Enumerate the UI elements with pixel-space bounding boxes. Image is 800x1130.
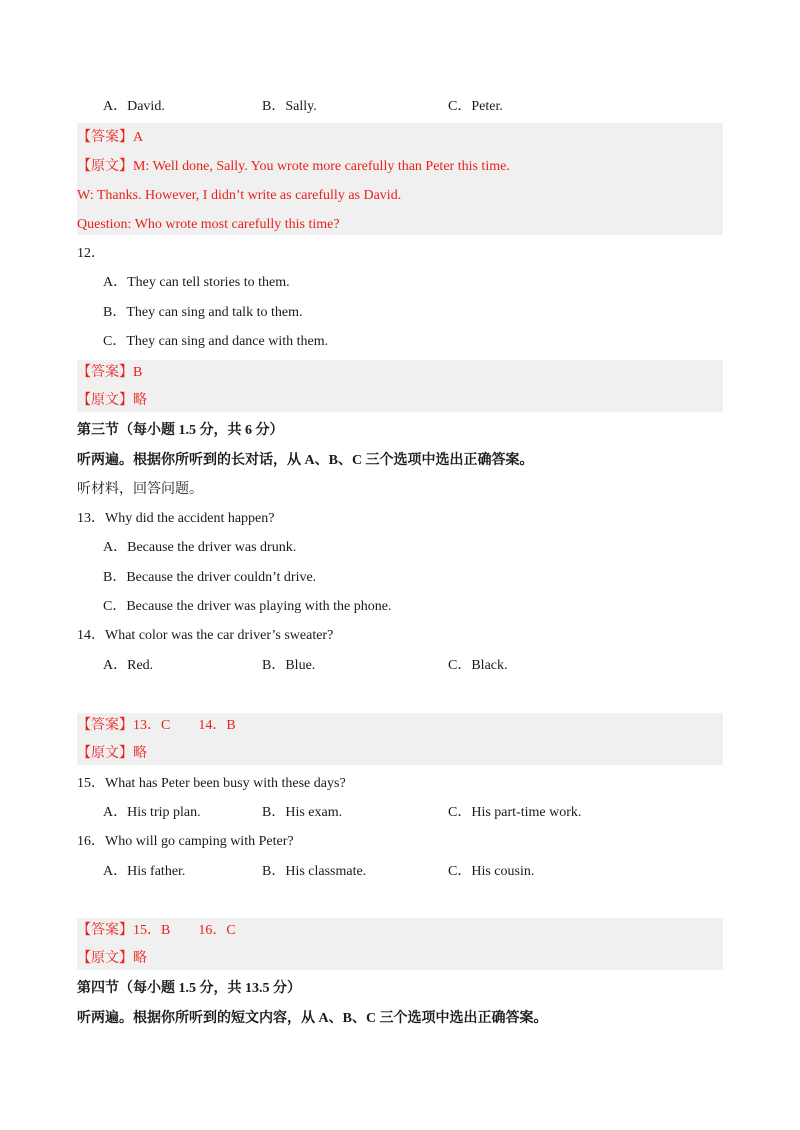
q12-option-a: A．They can tell stories to them. <box>103 275 290 290</box>
q11-transcript-line-3: Question: Who wrote most carefully this time? <box>77 217 340 232</box>
q16-option-a: A．His father. <box>103 864 186 879</box>
q12-option-c: C．They can sing and dance with them. <box>103 334 329 349</box>
section3-heading: 第三节（每小题 1.5 分，共 6 分） <box>77 423 284 438</box>
q15-question: 15．What has Peter been busy with these days? <box>77 776 346 791</box>
q14-option-c: C．Black. <box>448 658 508 673</box>
section3-material: 听材料，回答问题。 <box>77 482 203 497</box>
section3-instruction: 听两遍。根据你所听到的长对话，从 A、B、C 三个选项中选出正确答案。 <box>77 453 534 468</box>
section4-instruction: 听两遍。根据你所听到的短文内容，从 A、B、C 三个选项中选出正确答案。 <box>77 1011 548 1026</box>
q13-option-a: A．Because the driver was drunk. <box>103 540 297 555</box>
q11-transcript-line-2 <box>0 181 77 210</box>
q16-option-b: B．His classmate. <box>262 864 367 879</box>
q12-answer: 【答案】B <box>77 365 143 380</box>
q15-option-b: B．His exam. <box>262 805 343 820</box>
q14-option-a: A．Red. <box>103 658 154 673</box>
q15-option-c: C．His part-time work. <box>448 805 582 820</box>
q15-16-transcript: 【原文】略 <box>77 951 147 966</box>
q12-option-b: B．They can sing and talk to them. <box>103 305 303 320</box>
q11-option-b: B．Sally. <box>262 99 317 114</box>
q16-option-c: C．His cousin. <box>448 864 535 879</box>
q12-number: 12． <box>77 246 105 261</box>
q16-question: 16．Who will go camping with Peter? <box>77 834 294 849</box>
q15-16-answer-block <box>77 918 723 970</box>
q13-option-c: C．Because the driver was playing with the phone. <box>103 599 392 614</box>
q11-transcript-line-1: 【原文】M: Well done, Sally. You wrote more carefully than Peter this time. <box>77 159 510 174</box>
q13-14-answer-block <box>77 713 723 765</box>
q14-option-b: B．Blue. <box>262 658 316 673</box>
q11-transcript-line-2-text: W: Thanks. However, I didn’t write as carefully as David. <box>77 188 402 203</box>
q11-option-c: C．Peter. <box>448 99 503 114</box>
q13-option-b: B．Because the driver couldn’t drive. <box>103 570 317 585</box>
q12-answer-block <box>77 360 723 412</box>
q12-transcript: 【原文】略 <box>77 393 147 408</box>
q14-question: 14．What color was the car driver’s sweater? <box>77 628 334 643</box>
q11-option-a: A．David. <box>103 99 165 114</box>
q15-option-a: A．His trip plan. <box>103 805 201 820</box>
q15-16-answer: 【答案】15．B 16．C <box>77 923 236 938</box>
q13-14-answer: 【答案】13．C 14．B <box>77 718 236 733</box>
q13-14-transcript: 【原文】略 <box>77 746 147 761</box>
section4-heading: 第四节（每小题 1.5 分，共 13.5 分） <box>77 981 301 996</box>
q11-answer: 【答案】A <box>77 130 144 145</box>
q13-question: 13．Why did the accident happen? <box>77 511 275 526</box>
